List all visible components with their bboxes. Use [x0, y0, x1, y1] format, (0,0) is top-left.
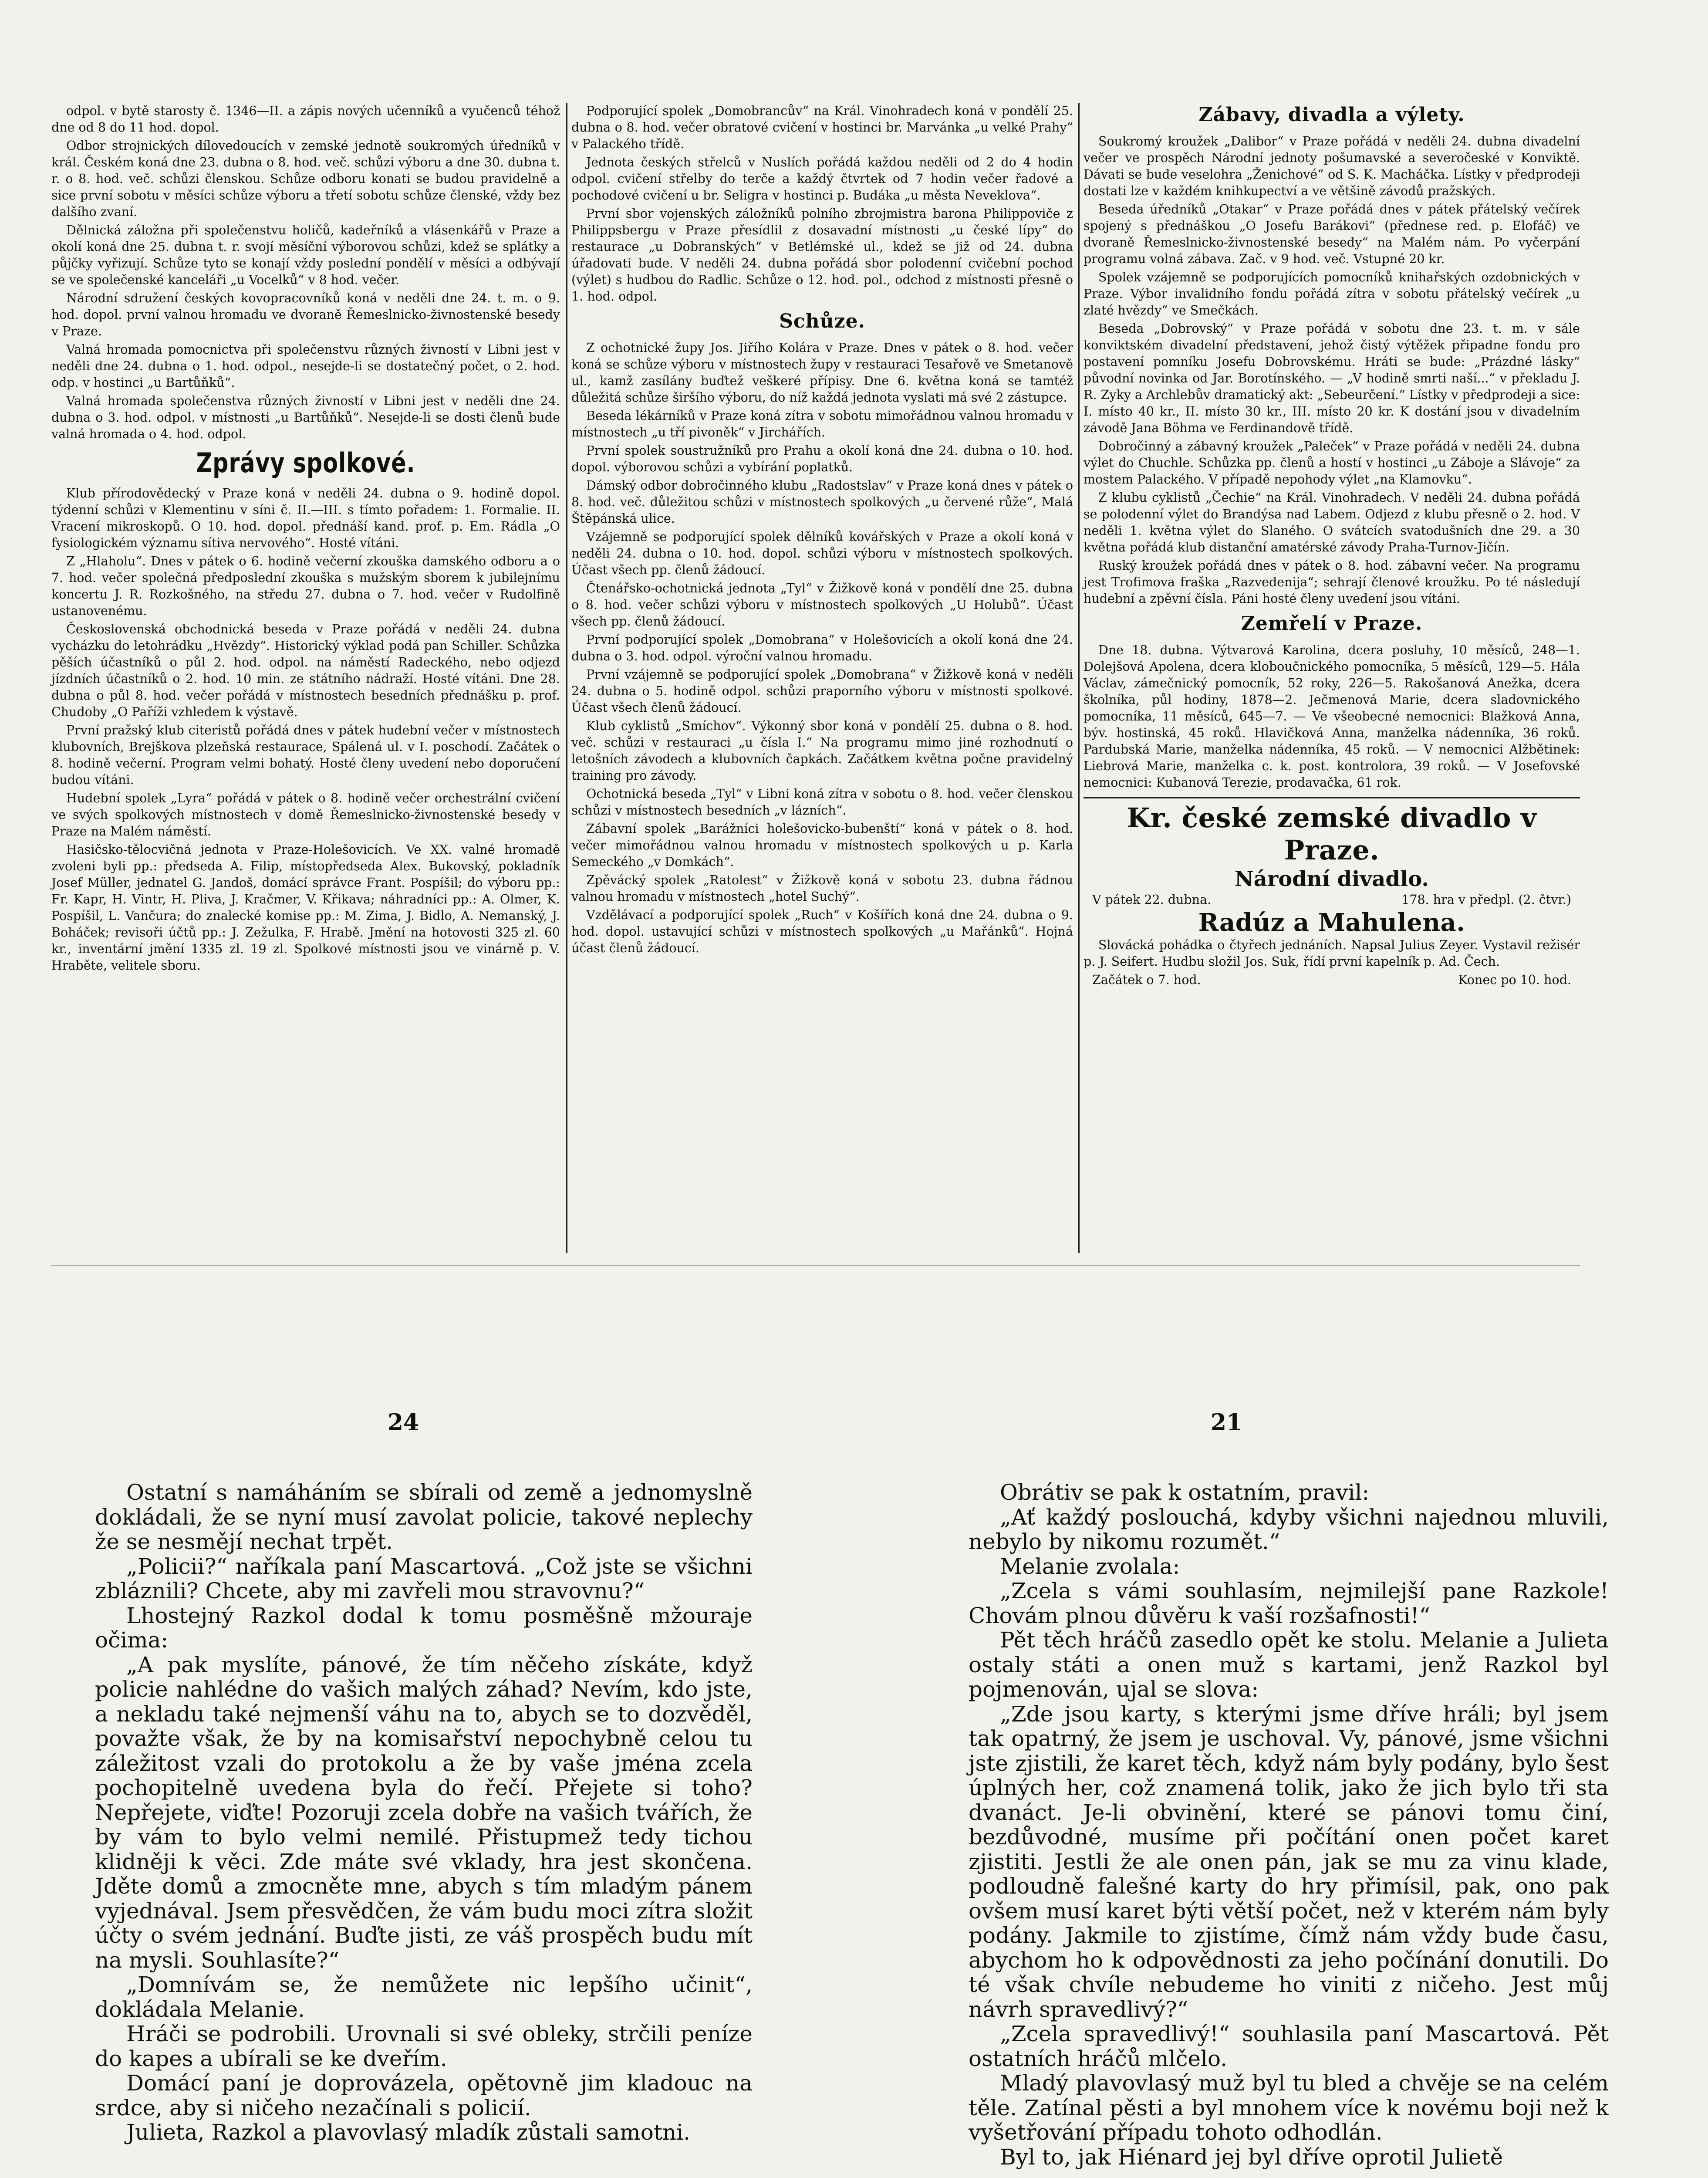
novel-paragraph: „Zcela spravedlivý!“ souhlasila paní Mascartová. Pět ostatních hráčů mlčelo. — [969, 2021, 1609, 2071]
notice: Odbor strojnických dílovedoucích v zemské jednotě soukromých úředníků v král. Českém koná dne 23. dubna o 8. hod. več. schůzi výboru a dne 30. dubna t. r. o 8. hod. več. schůzi členskou. Schůze odboru konati se budou pravidelně a sice první sobotu v měsíci schůze výboru a třetí sobotu schůze členské, vždy bez dalšího zvaní. — [51, 139, 560, 219]
notice: Dobročinný a zábavný kroužek „Paleček“ v Praze pořádá v neděli 24. dubna výlet do Chuchle. Schůzka pp. členů a hostí v hostinci „u Záboje a Slávoje“ za mostem Palackého. V případě nepohody výlet „na Klamovku“. — [1084, 439, 1580, 487]
notice: Dámský odbor dobročinného klubu „Radostslav“ v Praze koná dnes v pátek o 8. hod. več. důležitou schůzi v místnostech spolkových „u červené růže“, Malá Štěpánská ulice. — [571, 478, 1073, 526]
notice: Ochotnická beseda „Tyl“ v Libni koná zítra v sobotu o 8. hod. večer členskou schůzi v místnostech besedních „v lázních“. — [571, 787, 1073, 818]
divider-rule — [1084, 797, 1580, 798]
section-title-zemreli: Zemřelí v Praze. — [1241, 612, 1423, 635]
novel-paragraph: „A pak myslíte, pánové, že tím něčeho získáte, když policie nahlédne do vašich malých záhad? Nevím, kdo jste, a nekladu také nejmenší váhu na to, abych se to dozvěděl, považte však, že by na komisařství nepochybně celou tu záležitost vzali do protokolu a že by vaše jména zcela pochopitelně uvedena byla do řečí. Přejete si toho? Nepřejete, viďte! Pozoruji zcela dobře na vašich tvářích, že by vám to bylo velmi nemilé. Přistupmež tedy tichou klidněji k věci. Zde máte své vklady, hra jest skončena. Jděte domů a zmocněte mne, abych s tím mladým pánem vyjednával. Jsem přesvědčen, že vám budu moci zítra složit účty o svém jednání. Buďte jisti, ze váš prospěch budu mít na mysli. Souhlasíte?“ — [95, 1652, 753, 1973]
novel-right-page — [969, 1480, 1609, 2177]
novel-paragraph: „Zde jsou karty, s kterými jsme dříve hráli; byl jsem tak opatrný, že jsem je uschoval. Vy, pánové, jsme všichni jste zjistili, že karet těch, když nám byly podány, bylo šest úplných her, což znamená tolik, jako že jich bylo tři sta dvanáct. Je-li obvinění, které se pánovi tomu činí, bezdůvodné, musíme při počítání onen počet karet zjistiti. Jestli že ale onen pán, jak se mu za vinu klade, podloudně falešné karty do hry přimísil, pak, ono pak ovšem musí karet býti větší počet, než v kterém nám byly podány. Jakmile to zjistíme, čímž nám vždy bude času, abychom ho k odpovědnosti za jeho počínání donutili. Do té však chvíle nebudeme ho viniti z ničeho. Jest můj návrh spravedlivý?“ — [969, 1701, 1609, 2022]
notice: Zábavní spolek „Barážníci holešovicko-bubenští“ koná v pátek o 8. hod. večer mimořádnou valnou hromadu v místnostech spolkových u p. Karla Semeckého „v Domkách“. — [571, 822, 1073, 869]
notice: Vzájemně se podporující spolek dělníků kovářských v Praze a okolí koná v neděli 24. dubna o 10. hod. dopol. schůzi výboru v místnostech spolkových. Účast všech pp. členů žádoucí. — [571, 530, 1073, 577]
notice: Valná hromada společenstva různých živností v Libni jest v neděli dne 24. dubna o 3. hod. odpol. v místnosti „u Bartůňků“. Nesejde-li se dosti členů bude valná hromada o 4. hod. odpol. — [51, 394, 560, 441]
theatre-notice — [1084, 802, 1580, 988]
column1-items1 — [51, 103, 560, 443]
novel-paragraph: Domácí paní je doprovázela, opětovně jim kladouc na srdce, aby si ničeho nezačínali s policií. — [95, 2070, 753, 2121]
notice: Podporující spolek „Domobrancův“ na Král. Vinohradech koná v pondělí 25. dubna o 8. hod. večer obratové cvičení v hostinci br. Marvánka „u velké Prahy“ v Palackého třídě. — [571, 104, 1073, 151]
theatre-date-row — [1084, 892, 1580, 908]
notice: Z „Hlaholu“. Dnes v pátek o 6. hodině večerní zkouška damského odboru a o 7. hod. večer společná předposlední zkouška s mužským sborem k jubilejnímu koncertu J. R. Rozkošného, na středu 27. dubna o 7. hod. večer v Rudolfině ustanovenému. — [51, 554, 560, 618]
notice: První sbor vojenských záložníků polního zbrojmistra barona Philippoviče z Philippsbergu v Praze přesídlil z dosavadní místnosti „u české lípy“ do restaurace „u Dobranských“ v Betlémské ul., kdež se již od 24. dubna úřadovati bude. V neděli 24. dubna pořádá sbor polodenní cvičební pochod (výlet) s hudbou do Radlic. Schůze o 12. hod. pol., odchod z místnosti přesně o 1. hod. odpol. — [571, 206, 1073, 304]
column-divider — [1078, 103, 1080, 1253]
column2-items1 — [571, 103, 1073, 305]
column1-items2 — [51, 485, 560, 974]
theatre-play-title: Radúz a Mahulena. — [1198, 908, 1465, 937]
notice: Dělnická záložna při společenstvu holičů, kadeřníků a vlásenkářů v Praze a okolí koná dne 25. dubna t. r. svojí měsíční výborovou schůzi, kdež se splátky a půjčky vyřizují. Schůze tyto se konají vždy poslední pondělí v měsíci a odbývají se ve společenské kanceláři „u Vocelků“ v 8 hod. večer. — [51, 223, 560, 287]
notice: Valná hromada pomocnictva při společenstvu různých živností v Libni jest v neděli dne 24. dubna o 1. hod. odpol., nesejde-li se dostatečný počet, o 2. hod. odp. v hostinci „u Bartůňků“. — [51, 342, 560, 390]
notice: Beseda „Dobrovský“ v Praze pořádá v sobotu dne 23. t. m. v sále konviktském divadelní představení, jehož čistý výtěžek připadne fondu pro postavení pomníku Josefu Dobrovskému. Hráti se bude: „Prázdné lásky“ původní novinka od Jar. Borotínského. — „V hodině smrti naší...“ v překladu J. R. Zyky a Archlebův dramatický akt: „Sebeurčení.“ Lístky v předprodeji a sice: I. místo 40 kr., II. místo 30 kr., III. místo 20 kr. K dostání jsou v divadelním závodě Jana Böhma ve Ferdinandově třídě. — [1084, 321, 1580, 435]
novel-paragraph: Melanie zvolala: — [1000, 1553, 1180, 1579]
theatre-description: Slovácká pohádka o čtyřech jednáních. Napsal Julius Zeyer. Vystavil režisér p. J. Seifert. Hudbu složil Jos. Suk, řídí první kapelník p. Ad. Čech. — [1084, 938, 1580, 969]
column2-items2 — [571, 340, 1073, 957]
page-separator — [51, 1265, 1580, 1266]
section-title-zpravy-spolkove: Zprávy spolkové. — [196, 447, 415, 479]
column-divider — [566, 103, 567, 1253]
section-title-schuze: Schůze. — [779, 310, 865, 332]
novel-paragraph: Lhostejný Razkol dodal k tomu posměšně mžouraje očima: — [95, 1603, 753, 1653]
notice: Čtenářsko-ochotnická jednota „Tyl“ v Žižkově koná v pondělí dne 25. dubna o 8. hod. večer schůzi výboru v místnostech spolkových „U Holubů“. Účast všech pp. členů žádoucí. — [571, 581, 1073, 629]
deaths-notice: Dne 18. dubna. Výtvarová Karolina, dcera posluhy, 10 měsíců, 248—1. Dolejšová Apolena, dcera kloboučnického pomocníka, 5 měsíců, 129—5. Hála Václav, zámečnický pomocník, 52 roky, 226—5. Rakošanová Anežka, dcera školníka, půl hodiny, 1878—2. Ječmenová Marie, dcera sladovnického pomocníka, 11 měsíců, 645—7. — Ve všeobecné nemocnici: Blažková Anna, býv. hostinská, 45 roků. Hlavičková Anna, manželka nádenníka, 36 roků. Pardubská Marie, manželka nádenníka, 45 roků. — V nemocnici Alžbětinek: Liebrová Marie, manželka c. k. post. kontrolora, 39 roků. — V Josefovské nemocnici: Kubanová Terezie, prodavačka, 61 rok. — [1084, 643, 1580, 790]
notice: Beseda úředníků „Otakar“ v Praze pořádá dnes v pátek přátelský večírek spojený s přednáškou „O Josefu Barákovi“ (přednese red. p. Elofáč) ve dvoraně Řemeslnicko-živnostenské besedy“ na Malém nám. Po vyčerpání programu volná zábava. Zač. v 9 hod. več. Vstupné 20 kr. — [1084, 202, 1580, 266]
notice: Z ochotnické župy Jos. Jiřího Kolára v Praze. Dnes v pátek o 8. hod. večer koná se schůze výboru v místnostech župy v restauraci Tesařově ve Smetanově ul., kamž zasílány buďtež veškeré přípisy. Dne 6. května koná se tamtéž důležitá schůze širšího výboru, do níž každá jednota vyslati má své 2 zástupce. — [571, 341, 1073, 405]
notice: Klub cyklistů „Smíchov“. Výkonný sbor koná v pondělí 25. dubna o 8. hod. več. schůzi v restauraci „u čísla I.“ Na programu mimo jiné rozhodnutí o letošních závodech a klubovních čapkách. Začátkem května počne pravidelný training pro závody. — [571, 719, 1073, 783]
novel-paragraph: Mladý plavovlasý muž byl tu bled a chvěje se na celém těle. Zatínal pěsti a byl mnohem více k novému boji než k vyšetřování případu tohoto odhodlán. — [969, 2070, 1609, 2145]
notice: Z klubu cyklistů „Čechie“ na Král. Vinohradech. V neděli 24. dubna pořádá se polodenní výlet do Brandýsa nad Labem. Odjezd z klubu přesně o 2. hod. V neděli 1. května výlet do Slaného. O svátcích svatodušních dne 29. a 30 května pořádá klub distanční amatérské závody Praha-Turnov-Jičín. — [1084, 490, 1580, 555]
novel-paragraph: Hráči se podrobili. Urovnali si své obleky, strčili peníze do kapes a ubírali se ke dveřím. — [95, 2021, 753, 2071]
novel-paragraph: „Zcela s vámi souhlasím, nejmilejší pane Razkole! Chovám plnou důvěru k vaší rozšafnosti!“ — [969, 1578, 1609, 1628]
notice: První spolek soustružníků pro Prahu a okolí koná dne 24. dubna o 10. hod. dopol. výborovou schůzi a vybírání poplatků. — [571, 443, 1073, 474]
notice: Soukromý kroužek „Dalibor“ v Praze pořádá v neděli 24. dubna divadelní večer ve prospěch Národní jednoty pošumavské a severočeské v Konviktě. Dávati se bude veselohra „Ženichové“ od S. K. Macháčka. Lístky v předprodeji dostati lze v každém knihkupectví a ve většině závodů pražských. — [1084, 134, 1580, 198]
theatre-start: Začátek o 7. hod. — [1092, 973, 1201, 987]
theatre-performance: 178. hra v předpl. (2. čtvr.) — [1401, 893, 1571, 907]
novel-paragraph: Pět těch hráčů zasedlo opět ke stolu. Melanie a Julieta ostaly státi a onen muž s kartami, jenž Razkol byl pojmenován, ujal se slova: — [969, 1627, 1609, 1702]
theatre-subtitle: Národní divadlo. — [1234, 867, 1429, 891]
novel-paragraph: Byl to, jak Hiénard jej byl dříve oprotil Julietě — [1000, 2144, 1503, 2170]
theatre-end: Konec po 10. hod. — [1458, 973, 1571, 987]
notice: Ruský kroužek pořádá dnes v pátek o 8. hod. zábavní večer. Na programu jest Trofimova fraška „Razvedenija“; sehrají členové kroužku. Po té následují hudební a zpěvní čísla. Páni hosté členy uvedení jsou vítáni. — [1084, 558, 1580, 606]
left-page-number: 24 — [387, 1409, 419, 1436]
notice: Hudební spolek „Lyra“ pořádá v pátek o 8. hodině večer orchestrální cvičení ve svých spolkových místnostech v domě Řemeslnicko-živnostenské besedy v Praze na Malém náměstí. — [51, 791, 560, 839]
novel-left-page — [95, 1480, 753, 2145]
notice: Spolek vzájemně se podporujících pomocníků knihařských ozdobnických v Praze. Výbor invalidního fondu pořádá zítra v sobotu přátelský večírek „u zlaté hvězdy“ ve Smečkách. — [1084, 270, 1580, 318]
novel-paragraph: Obrátiv se pak k ostatním, pravil: — [1000, 1480, 1370, 1505]
right-page-number: 21 — [1210, 1409, 1242, 1436]
column3-items1 — [1084, 133, 1580, 607]
news-column-3 — [1084, 103, 1580, 1261]
novel-paragraph: „Ať každý poslouchá, kdyby všichni najednou mluvili, nebylo by nikomu rozumět.“ — [969, 1504, 1609, 1554]
theatre-title: Kr. české zemské divadlo v Praze. — [1127, 802, 1537, 866]
novel-paragraph: Ostatní s namáháním se sbírali od země a jednomyslně dokládali, že se nyní musí zavolat policie, takové neplechy že se nesmějí nechat trpět. — [95, 1480, 753, 1554]
novel-paragraph: „Domnívám se, že nemůžete nic lepšího učinit“, dokládala Melanie. — [95, 1972, 753, 2022]
notice: První podporující spolek „Domobrana“ v Holešovicích a okolí koná dne 24. dubna o 3. hod. odpol. výroční valnou hromadu. — [571, 632, 1073, 663]
notice: První vzájemně se podporující spolek „Domobrana“ v Žižkově koná v neděli 24. dubna o 5. hodině odpol. schůzi praporního výboru v místnosti spolkové. Účast všech členů žádoucí. — [571, 667, 1073, 715]
news-column-2 — [571, 103, 1073, 1261]
notice: Vzdělávací a podporující spolek „Ruch“ v Košířích koná dne 24. dubna o 9. hod. dopol. ustavující schůzi v místnostech spolkových „u Mařánků“. Hojná účast členů žádoucí. — [571, 908, 1073, 955]
notice: Československá obchodnická beseda v Praze pořádá v neděli 24. dubna vycházku do letohrádku „Hvězdy“. Historický výklad podá pan Schiller. Schůzka pěších účastníků o půl 2. hod. odpol. na náměstí Radeckého, nebo odjezd jízdních účastníků o 2. hod. 10 min. ze státního nádraží. Hosté vítáni. Dne 28. dubna o půl 8. hod. večer pořádá v místnostech besedních přednášku p. prof. Chudoby „O Paříži vzhledem k výstavě. — [51, 622, 560, 719]
notice: Jednota českých střelců v Nuslích pořádá každou neděli od 2 do 4 hodin odpol. cvičení střelby do terče a každý čtvrtek od 7 hodin večer řadové a pochodové cvičení u br. Seligra v hostinci p. Budáka „u města Neveklova“. — [571, 155, 1073, 203]
notice: První pražský klub citeristů pořádá dnes v pátek hudební večer v místnostech klubovních, Brejškova plzeňská restaurace, Spálená ul. v I. poschodí. Začátek o 8. hodině večerní. Program velmi bohatý. Hosté členy uvedení nebo doporučení budou vítáni. — [51, 723, 560, 787]
novel-paragraph: Julieta, Razkol a plavovlasý mladík zůstali samotni. — [126, 2120, 690, 2145]
notice: Hasičsko-tělocvičná jednota v Praze-Holešovicích. Ve XX. valné hromadě zvoleni byli pp.: předseda A. Filip, místopředseda Alex. Bukovský, pokladník Josef Müller, jednatel G. Jandoš, domácí správce Frant. Pospíšil; do výboru pp.: Fr. Kapr, H. Vintr, H. Pliva, J. Kračmer, V. Křikava; náhradníci pp.: A. Olmer, K. Pospíšil, L. Vančura; do znalecké komise pp.: M. Zima, J. Bidlo, A. Nemanský, J. Boháček; revisoři účtů pp.: J. Zežulka, F. Hrabě. Jmění na hotovosti 325 zl. 60 kr., inventární jmění 1335 zl. 19 zl. Spolkové místnosti jsou ve vinárně p. V. Hraběte, velitele sboru. — [51, 842, 560, 973]
news-column-1 — [51, 103, 560, 1261]
notice: Klub přírodovědecký v Praze koná v neděli 24. dubna o 9. hodině dopol. týdenní schůzi v Klementinu v síni č. II.—III. s tímto pořadem: 1. Formalie. II. Vracení mikroskopů. O 10. hod. dopol. přednáší kand. prof. p. Em. Rádla „O fysiologickém významu sítiva nervového“. Hosté vítáni. — [51, 486, 560, 550]
notice: Zpěvácký spolek „Ratolest“ v Žižkově koná v sobotu 23. dubna řádnou valnou hromadu v místnostech „hotel Suchý“. — [571, 873, 1073, 904]
theatre-times-row — [1084, 972, 1580, 988]
notice: Beseda lékárníků v Praze koná zítra v sobotu mimořádnou valnou hromadu v místnostech „u tří pivoněk“ v Jirchářích. — [571, 409, 1073, 440]
section-title-zabavy: Zábavy, divadla a výlety. — [1198, 104, 1465, 126]
theatre-date: V pátek 22. dubna. — [1092, 893, 1212, 907]
notice: Národní sdružení českých kovopracovníků koná v neděli dne 24. t. m. o 9. hod. dopol. první valnou hromadu ve dvoraně Řemeslnicko-živnostenské besedy v Praze. — [51, 291, 560, 338]
novel-paragraph: „Policii?“ naříkala paní Mascartová. „Což jste se všichni zbláznili? Chcete, aby mi zavřeli mou stravovnu?“ — [95, 1553, 753, 1603]
notice: odpol. v bytě starosty č. 1346—II. a zápis nových učenníků a vyučenců téhož dne od 8 do 11 hod. dopol. — [51, 104, 560, 135]
